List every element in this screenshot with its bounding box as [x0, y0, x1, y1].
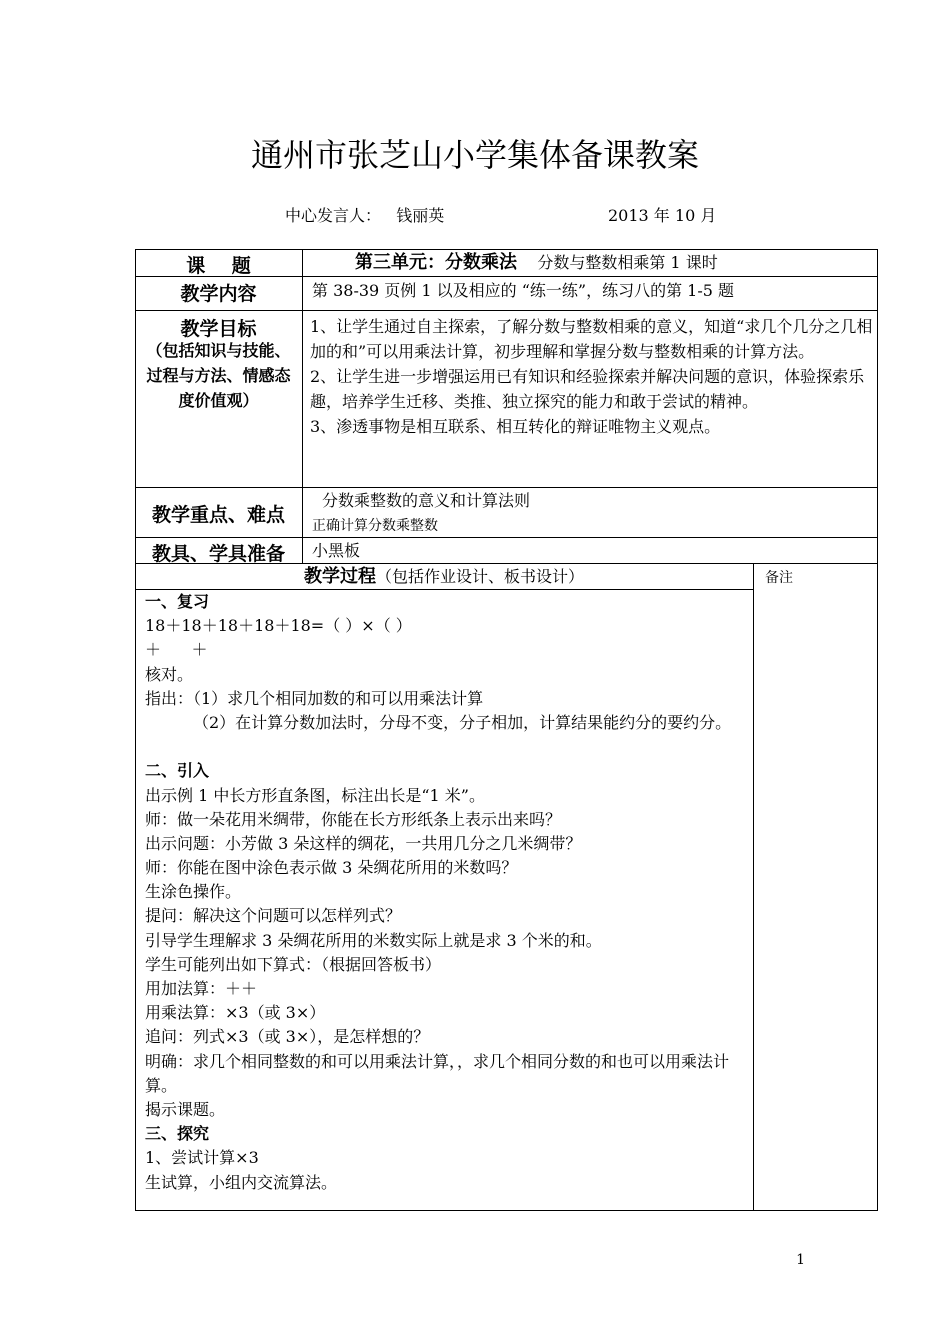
process-header — [135, 565, 753, 589]
table-rule — [877, 249, 878, 1210]
table-rule — [753, 563, 754, 1210]
table-rule — [135, 249, 878, 250]
speaker-line — [285, 203, 444, 226]
tools-label: 教具、学具准备 — [151, 543, 285, 565]
goals-sublabel: （包括知识与技能、过程与方法、情感态度价值观） — [146, 341, 291, 410]
content-value: 第 38-39 页例 1 以及相应的 “练一练”，练习八的第 1-5 题 — [312, 281, 735, 300]
topic-value — [355, 251, 718, 275]
process-line: 18＋18＋18＋18＋18=（ ）×（ ） — [145, 616, 412, 636]
table-rule — [302, 249, 303, 563]
speaker-name: 钱丽英 — [396, 206, 445, 225]
process-line: 揭示课题。 — [145, 1099, 226, 1119]
goal-item: 1、让学生通过自主探索，了解分数与整数相乘的意义，知道“求几个几分之几相加的和”可以用乘法计算，初步理解和掌握分数与整数相乘的计算方法。 — [310, 317, 873, 361]
section-heading: 二、引入 — [145, 761, 210, 781]
process-line: 师：做一朵花用米绸带，你能在长方形纸条上表示出来吗？ — [145, 809, 562, 829]
process-line: 生涂色操作。 — [145, 882, 242, 902]
process-line: 师：你能在图中涂色表示做 3 朵绸花所用的米数吗？ — [145, 858, 518, 878]
page-number: 1 — [796, 1252, 805, 1268]
content-label: 教学内容 — [180, 283, 257, 305]
process-line: 指出：（1）求几个相同加数的和可以用乘法计算 — [145, 688, 484, 708]
goals-list — [310, 314, 873, 439]
topic-label: 课 题 — [186, 255, 251, 277]
process-line: 用乘法算：×3（或 3×） — [145, 1003, 326, 1023]
table-rule — [135, 487, 878, 488]
process-line: 出示例 1 中长方形直条图，标注出长是“1 米”。 — [145, 785, 485, 805]
goal-item: 3、渗透事物是相互联系、相互转化的辩证唯物主义观点。 — [310, 417, 721, 436]
document-title: 通州市张芝山小学集体备课教案 — [250, 136, 699, 174]
process-line: 追问：列式×3（或 3×），是怎样想的？ — [145, 1027, 430, 1047]
key-point: 分数乘整数的意义和计算法则 — [322, 491, 531, 510]
key-label: 教学重点、难点 — [151, 504, 285, 526]
process-label: 教学过程 — [303, 566, 376, 587]
section-heading: 一、复习 — [145, 592, 210, 611]
speaker-label: 中心发言人： — [285, 206, 382, 225]
process-line: （2）在计算分数加法时，分母不变，分子相加，计算结果能约分的要约分。 — [193, 712, 732, 732]
table-rule — [135, 249, 136, 1210]
process-line: 引导学生理解求 3 朵绸花所用的米数实际上就是求 3 个米的和。 — [145, 930, 602, 950]
process-line: 核对。 — [145, 664, 194, 684]
date: 2013 年 10 月 — [608, 206, 717, 225]
process-line: 出示问题：小芳做 3 朵这样的绸花，一共用几分之几米绸带？ — [145, 833, 582, 853]
table-rule — [135, 1210, 878, 1211]
table-rule — [135, 310, 878, 311]
table-rule — [135, 537, 878, 538]
topic-lesson: 分数与整数相乘第 1 课时 — [537, 253, 718, 272]
process-line: 提问：解决这个问题可以怎样列式？ — [145, 906, 402, 926]
section-heading: 三、探究 — [145, 1124, 210, 1144]
topic-unit: 第三单元：分数乘法 — [355, 252, 517, 273]
process-line: 1、尝试计算×3 — [145, 1148, 259, 1168]
process-line: 生试算，小组内交流算法。 — [145, 1172, 338, 1192]
process-line: 明确：求几个相同整数的和可以用乘法计算，，求几个相同分数的和也可以用乘法计算。 — [145, 1051, 730, 1095]
goals-label: 教学目标 — [180, 318, 257, 340]
process-note: （包括作业设计、板书设计） — [375, 567, 584, 586]
process-line: ＋ ＋ — [145, 640, 208, 660]
process-body — [145, 590, 753, 1195]
goal-item: 2、让学生进一步增强运用已有知识和经验探索并解决问题的意识，体验探索乐趣，培养学生迁移、类推、独立探究的能力和敢于尝试的精神。 — [310, 367, 865, 411]
process-line: 学生可能列出如下算式：（根据回答板书） — [145, 954, 442, 974]
tools-value: 小黑板 — [312, 541, 361, 560]
process-line: 用加法算：＋＋ — [145, 979, 258, 999]
remarks-label: 备注 — [765, 570, 793, 586]
difficulty: 正确计算分数乘整数 — [312, 518, 438, 534]
